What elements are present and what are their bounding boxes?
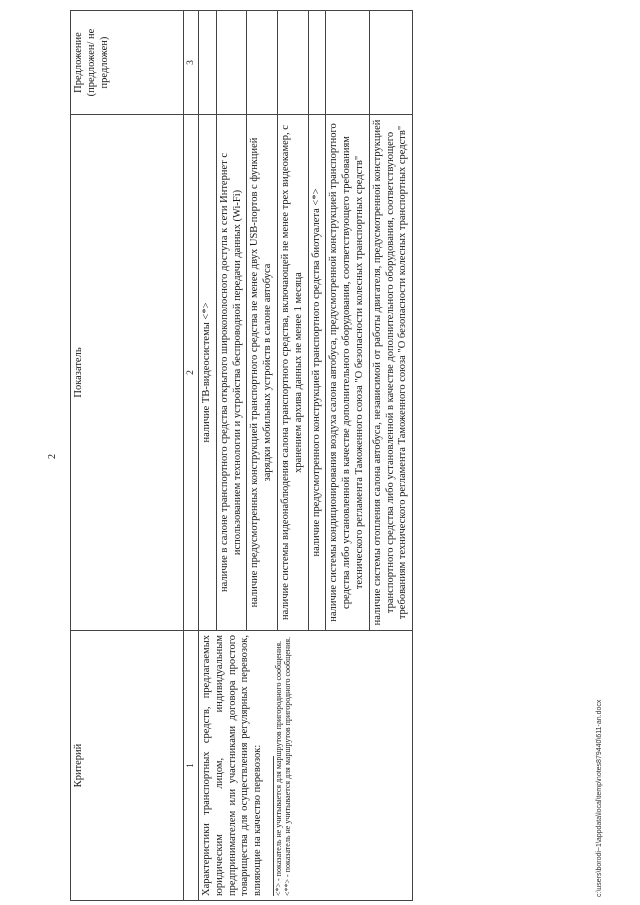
- indicator-cell: наличие предусмотренного конструкцией транспортного средства биотуалета <*>: [308, 115, 326, 631]
- indicator-cell: наличие предусмотренных конструкцией транспортного средства не менее двух USB-портов с функцией зарядки мобильных устройств в салоне автобуса: [247, 115, 278, 631]
- column-number-row: [184, 11, 199, 901]
- indicator-cell: наличие системы видеонаблюдения салона транспортного средства, включающей не менее трех видеокамер, с хранением архива данных не менее 1 месяца: [277, 115, 308, 631]
- proposal-cell: [308, 11, 326, 115]
- header-criterion: Критерий: [71, 631, 184, 901]
- proposal-cell: [369, 11, 412, 115]
- indicator-cell: наличие системы кондиционирования воздуха салона автобуса, предусмотренной конструкцией транспортного средства либо установленной в качестве дополнительного оборудования, соответствующего требованиям технического регламента Таможенного союза "О безопасности колесных транспортных средств": [326, 115, 369, 631]
- footnote: <**> - показатель не учитывается для маршрутов пригородного сообщения.: [283, 636, 293, 896]
- proposal-cell: [326, 11, 369, 115]
- indicator-cell: наличие системы отопления салона автобуса, независимой от работы двигателя, предусмотренной конструкцией транспортного средства либо установленной в качестве дополнительного оборудования, соответствующего требованиям технического регламента Таможенного союза "О безопасности колесных транспортных средств": [369, 115, 412, 631]
- proposal-cell: [199, 11, 217, 115]
- column-number: 2: [184, 115, 199, 631]
- footnote: <*> - показатель не учитывается для маршрутов пригородного сообщения.: [273, 640, 283, 896]
- proposal-cell: [247, 11, 278, 115]
- column-number: 1: [184, 631, 199, 901]
- document-path-footer: c:\users\borodi~1\appdata\local\temp\notes879440\611-an.docx: [596, 699, 603, 897]
- criteria-table: [70, 10, 413, 901]
- criterion-cell: [199, 631, 413, 901]
- indicator-cell: наличие ТВ-видеосистемы <*>: [199, 115, 217, 631]
- page-number: 2: [47, 454, 58, 459]
- indicator-cell: наличие в салоне транспортного средства открытого широкополосного доступа к сети Интернет с использованием технологии и устройства беспроводной передачи данных (Wi-Fi): [216, 115, 247, 631]
- header-proposal: Предложение (предложен/ не предложен): [71, 11, 184, 115]
- header-indicator: Показатель: [71, 115, 184, 631]
- proposal-cell: [277, 11, 308, 115]
- criterion-text: Характеристики транспортных средств, предлагаемых юридическим лицом, индивидуальным предпринимателем или участниками договора простого товарищества для осуществления регулярных перевозок, влияющие на качество перевозок:: [201, 635, 264, 896]
- header-row: [71, 11, 184, 901]
- indicator-row: [199, 11, 217, 901]
- proposal-cell: [216, 11, 247, 115]
- column-number: 3: [184, 11, 199, 115]
